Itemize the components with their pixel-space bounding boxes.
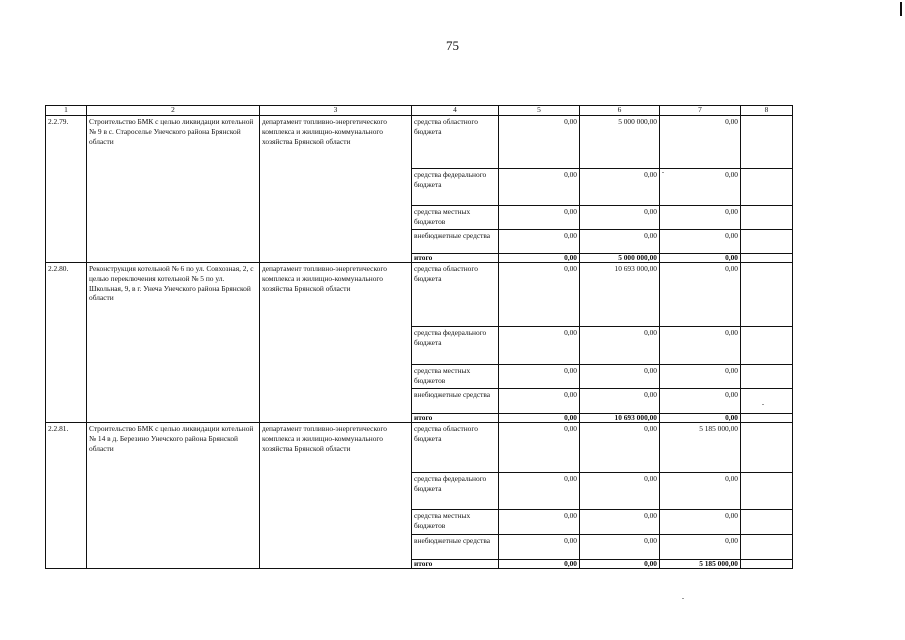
cell-col7: 5 185 000,00 [660, 560, 741, 569]
cell-col6: 10 693 000,00 [580, 263, 660, 327]
column-header: 8 [741, 106, 793, 116]
cell-col7: 0,00 [660, 510, 741, 535]
cell-col8 [741, 263, 793, 327]
item-name: Реконструкция котельной № 6 по ул. Совхозная, 2, с целью переключения котельной № 5 по ул. Школьная, 9, в г. Унеча Унечского района Брянской области [87, 263, 260, 423]
cell-col7: 0,00 [660, 116, 741, 169]
cell-col7: 0,00 [660, 206, 741, 230]
column-header: 4 [412, 106, 499, 116]
cell-col8 [741, 116, 793, 169]
funding-source: итого [412, 254, 499, 263]
funding-source: средства местных бюджетов [412, 365, 499, 389]
cell-col6: 0,00 [580, 560, 660, 569]
cell-col5: 0,00 [499, 365, 580, 389]
cell-col5: 0,00 [499, 560, 580, 569]
item-department: департамент топливно-энергетического комплекса и жилищно-коммунального хозяйства Брянской области [260, 116, 412, 263]
item-department: департамент топливно-энергетического комплекса и жилищно-коммунального хозяйства Брянской области [260, 263, 412, 423]
cell-col7: 0,00 [660, 389, 741, 414]
funding-source: средства федерального бюджета [412, 473, 499, 510]
cell-col5: 0,00 [499, 254, 580, 263]
cell-col7: 0,00 [660, 414, 741, 423]
cell-col6: 0,00 [580, 535, 660, 560]
scan-speck [682, 598, 684, 599]
table-row [46, 423, 793, 473]
cell-col5: 0,00 [499, 423, 580, 473]
table-row [46, 116, 793, 169]
cell-col7: 0,00 [660, 230, 741, 254]
item-code: 2.2.81. [46, 423, 87, 569]
funding-source: внебюджетные средства [412, 535, 499, 560]
column-header: 3 [260, 106, 412, 116]
cell-col8 [741, 510, 793, 535]
cell-col8 [741, 365, 793, 389]
cell-col7: 0,00 [660, 473, 741, 510]
budget-table [45, 105, 793, 569]
cell-col5: 0,00 [499, 230, 580, 254]
cell-col6: 0,00 [580, 389, 660, 414]
cell-col8 [741, 327, 793, 365]
cell-col5: 0,00 [499, 116, 580, 169]
column-header: 2 [87, 106, 260, 116]
header-row [46, 106, 793, 116]
cell-col8 [741, 169, 793, 206]
cell-col8 [741, 423, 793, 473]
column-header: 7 [660, 106, 741, 116]
cell-col6: 0,00 [580, 510, 660, 535]
column-header: 6 [580, 106, 660, 116]
funding-source: средства местных бюджетов [412, 510, 499, 535]
funding-source: средства областного бюджета [412, 263, 499, 327]
cell-col6: 0,00 [580, 230, 660, 254]
funding-source: средства местных бюджетов [412, 206, 499, 230]
cell-col5: 0,00 [499, 327, 580, 365]
cell-col8 [741, 535, 793, 560]
funding-source: внебюджетные средства [412, 230, 499, 254]
cell-col7: 0,00 [660, 535, 741, 560]
cell-col6: 0,00 [580, 473, 660, 510]
item-name: Строительство БМК с целью ликвидации котельной № 9 в с. Староселье Унечского района Брянской области [87, 116, 260, 263]
item-code: 2.2.79. [46, 116, 87, 263]
cell-col5: 0,00 [499, 535, 580, 560]
page-number: 75 [446, 38, 459, 53]
cell-col6: 0,00 [580, 169, 660, 206]
cell-col8 [741, 389, 793, 414]
cell-col8 [741, 230, 793, 254]
scan-speck [762, 404, 764, 405]
funding-source: внебюджетные средства [412, 389, 499, 414]
cell-col7: 5 185 000,00 [660, 423, 741, 473]
funding-source: средства областного бюджета [412, 423, 499, 473]
cell-col6: 5 000 000,00 [580, 254, 660, 263]
funding-source: средства федерального бюджета [412, 169, 499, 206]
cell-col6: 0,00 [580, 206, 660, 230]
funding-source: итого [412, 560, 499, 569]
cell-col7: 0,00 [660, 365, 741, 389]
cell-col5: 0,00 [499, 169, 580, 206]
cell-col5: 0,00 [499, 414, 580, 423]
table-row [46, 263, 793, 327]
funding-source: средства федерального бюджета [412, 327, 499, 365]
item-code: 2.2.80. [46, 263, 87, 423]
cell-col6: 0,00 [580, 327, 660, 365]
cell-col6: 5 000 000,00 [580, 116, 660, 169]
cell-col5: 0,00 [499, 510, 580, 535]
cell-col6: 0,00 [580, 365, 660, 389]
cell-col7: 0,00 [660, 169, 741, 206]
cell-col5: 0,00 [499, 389, 580, 414]
cell-col7: 0,00 [660, 327, 741, 365]
cell-col5: 0,00 [499, 473, 580, 510]
column-header: 1 [46, 106, 87, 116]
cell-col8 [741, 254, 793, 263]
cell-col8 [741, 414, 793, 423]
item-department: департамент топливно-энергетического комплекса и жилищно-коммунального хозяйства Брянской области [260, 423, 412, 569]
edge-mark [900, 2, 902, 16]
column-header: 5 [499, 106, 580, 116]
scan-speck [662, 172, 664, 173]
cell-col8 [741, 473, 793, 510]
cell-col7: 0,00 [660, 254, 741, 263]
cell-col5: 0,00 [499, 206, 580, 230]
cell-col8 [741, 560, 793, 569]
cell-col5: 0,00 [499, 263, 580, 327]
funding-source: средства областного бюджета [412, 116, 499, 169]
cell-col6: 10 693 000,00 [580, 414, 660, 423]
cell-col7: 0,00 [660, 263, 741, 327]
cell-col6: 0,00 [580, 423, 660, 473]
funding-source: итого [412, 414, 499, 423]
item-name: Строительство БМК с целью ликвидации котельной № 14 в д. Березино Унечского района Брянской области [87, 423, 260, 569]
cell-col8 [741, 206, 793, 230]
